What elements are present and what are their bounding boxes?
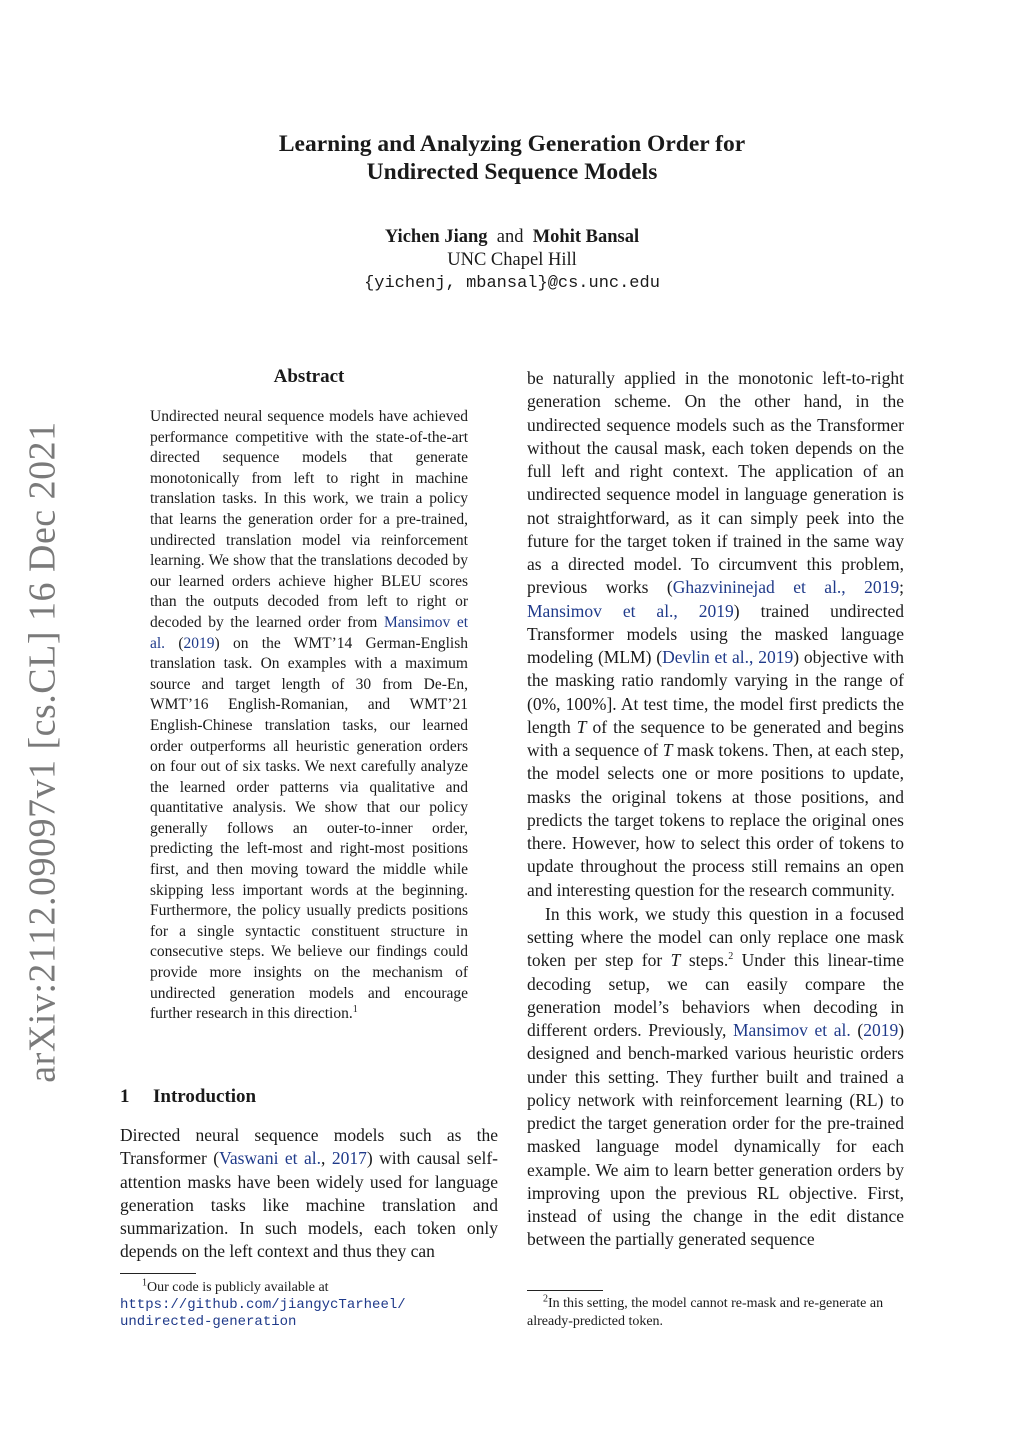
footnote-divider-right — [527, 1290, 603, 1291]
abstract-text-part-1: Undirected neural sequence models have achieved performance competitive with the state-of-the-art directed sequence models that generate monotonically from left to right in machine translation tasks. In this work, we train a policy that learns the generation order for a pre-trained, undirected translation model via reinforcement learning. We show that the translations decoded by our learned orders achieve higher BLEU scores than the outputs decoded from left to right or decoded by the learned order from — [150, 408, 468, 631]
affiliation: UNC Chapel Hill — [447, 250, 577, 270]
abstract-citation-year[interactable]: 2019 — [183, 634, 215, 652]
author-1: Yichen Jiang — [384, 227, 488, 247]
footnote-2 — [527, 1295, 905, 1330]
footnote-1-url-line-2[interactable]: undirected-generation — [120, 1314, 297, 1330]
citation-vaswani[interactable]: Vaswani et al. — [219, 1148, 321, 1169]
author-email: {yichenj, mbansal}@cs.unc.edu — [364, 274, 660, 293]
author-conjunction: and — [496, 227, 524, 247]
section-title: Introduction — [153, 1086, 257, 1107]
intro-p1-text-2: ) trained undirected Transformer models using the masked language modeling (MLM) ( — [527, 600, 904, 667]
math-variable-t: T — [662, 740, 673, 760]
arxiv-identifier-text: arXiv:2112.09097v1 [cs.CL] 16 Dec 2021 — [22, 421, 64, 1083]
citation-ghazvininejad[interactable]: Ghazvininejad et al., 2019 — [672, 577, 900, 598]
footnote-marker-1[interactable]: 1 — [352, 1004, 358, 1016]
footnote-marker-2[interactable]: 2 — [728, 951, 734, 963]
author-block — [200, 226, 824, 295]
section-number: 1 — [120, 1086, 130, 1107]
title-line-1: Learning and Analyzing Generation Order for — [278, 131, 746, 157]
intro-p2-text-3: Under this linear-time decoding setup, we can easily compare the generation model’s behaviors when decoding in different orders. Previously, — [527, 950, 904, 1040]
citation-paren-open: ( — [178, 634, 184, 652]
intro-p2-text-1: In this work, we study this question in a focused setting where the model can only replace one mask token per step for — [527, 903, 904, 971]
intro-p2-text-2: steps. — [680, 950, 729, 971]
intro-left-text-1: Directed neural sequence models such as the Transformer ( — [120, 1125, 498, 1169]
citation-paren-close: ) — [214, 634, 220, 652]
citation-vaswani-year[interactable]: 2017 — [331, 1148, 367, 1169]
intro-p2-text-4: designed and bench-marked various heuristic orders under this setting. They further built and trained a policy network with reinforcement learning (RL) to predict the target generation order for the pre-trained masked language model dynamically for each example. We aim to learn better generation orders by improving upon the previous RL objective. First, instead of using the change in the edit distance between the partially generated sequence — [527, 1043, 904, 1250]
arxiv-identifier-stamp — [6, 421, 80, 1083]
footnote-divider-left — [120, 1273, 196, 1274]
math-variable-t: T — [670, 950, 681, 971]
abstract-citation-mansimov[interactable]: Mansimov et al. — [150, 613, 468, 652]
footnote-1-text-line — [120, 1279, 500, 1297]
introduction-left-column — [120, 1124, 498, 1264]
citation-paren-close: ) — [898, 1020, 905, 1040]
citation-semicolon: ; — [899, 577, 904, 598]
citation-mansimov-inline[interactable]: Mansimov et al. — [733, 1020, 851, 1040]
intro-p1-text-3: ) objective with the masking ratio randomly varying in the range of (0%, 100%]. At test time, the model first predicts the length — [527, 647, 904, 737]
intro-paragraph-2 — [527, 903, 904, 1252]
footnote-2-text: In this setting, the model cannot re-mask and re-generate an already-predicted token. — [527, 1296, 884, 1329]
footnote-1-mark: 1 — [142, 1277, 147, 1289]
paper-title — [200, 130, 824, 186]
intro-left-text-2: ) with causal self-attention masks have been widely used for language generation tasks like machine translation and summarization. In such models, each token only depends on the left context and thus they can — [120, 1148, 498, 1262]
intro-p1-text-4: of the sequence to be generated and begins with a sequence of — [527, 716, 904, 760]
intro-p1-text-5: mask tokens. Then, at each step, the model selects one or more positions to update, masks the original tokens at those positions, and predicts the target tokens to replace the original ones there. However, how to select this order of tokens to update throughout the process still remains an open and interesting question for the research community. — [527, 740, 904, 900]
introduction-right-column — [527, 367, 904, 1252]
footnote-1-text: Our code is publicly available at — [147, 1280, 329, 1295]
footnote-1 — [120, 1279, 500, 1332]
citation-mansimov-year[interactable]: 2019 — [863, 1020, 899, 1040]
citation-paren-open: ( — [850, 1020, 864, 1040]
citation-separator: , — [321, 1148, 332, 1169]
section-heading-introduction — [120, 1086, 498, 1108]
math-variable-t: T — [576, 716, 587, 737]
intro-paragraph-1 — [527, 367, 904, 902]
citation-devlin[interactable]: Devlin et al., 2019 — [662, 647, 794, 667]
author-names — [200, 226, 824, 249]
footnote-1-url-line-1[interactable]: https://github.com/jiangycTarheel/ — [120, 1296, 406, 1313]
abstract-heading: Abstract — [273, 366, 345, 387]
intro-p1-text-1: be naturally applied in the monotonic left-to-right generation scheme. On the other hand, in the undirected sequence models such as the Transformer without the causal mask, each token depends on the full left and right context. The application of an undirected sequence model in language generation is not straightforward, as it can simply peek into the future for the target token if trained in the same way as a directed model. To circumvent this problem, previous works ( — [527, 368, 904, 598]
footnote-2-mark: 2 — [543, 1293, 548, 1305]
abstract-body — [150, 407, 468, 1025]
citation-mansimov[interactable]: Mansimov et al., 2019 — [527, 600, 734, 621]
abstract-text-part-2: on the WMT’14 German-English translation task. On examples with a maximum source and target length of 30 from De-En, WMT’16 English-Romanian, and WMT’21 English-Chinese translation tasks, our learned order outperforms all heuristic generation orders on four out of six tasks. We next carefully analyze the learned order patterns via qualitative and quantitative analysis. We show that our policy generally follows an outer-to-inner order, predicting the left-most and right-most positions first, and then moving toward the middle while skipping less important words at the beginning. Furthermore, the policy usually predicts positions for a single syntactic constituent structure in consecutive steps. We believe our findings could provide more insights on the mechanism of undirected generation models and encourage further research in this direction. — [150, 634, 468, 1023]
author-2: Mohit Bansal — [532, 227, 640, 247]
title-line-2: Undirected Sequence Models — [366, 159, 658, 185]
